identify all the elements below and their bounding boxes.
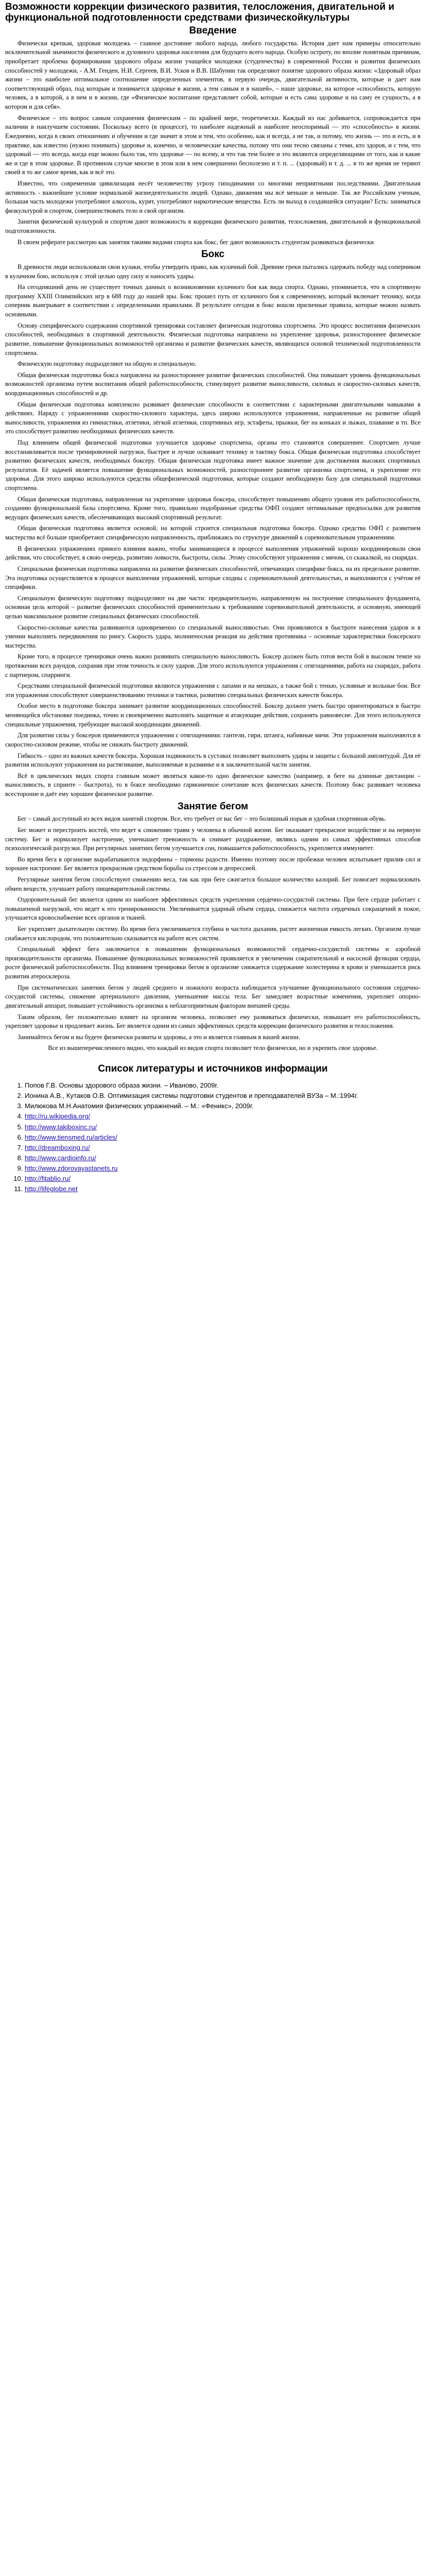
- paragraph: Кроме того, в процессе тренировки очень важно развивать специальную выносливость. Боксер должен быть готов вести бой в высоком темпе на протяжении всех раундов, сохраняя при этом точность и силу ударов. Для этого используются упражнения с отягощениями, работа на снарядах, работа с партнером, спарринги.: [5, 653, 421, 679]
- document: [0, 0, 426, 1205]
- paragraph: Всё в циклических видах спорта главным может являться какое-то одно физическое качество (например, в беге на длинные дистанции – выносливость, в спринте – быстрота), то в боксе необходимо гармоничное сочетание всех физических качеств. Поэтому бокс развивает человека всесторонне и даёт ему хорошее физическое развитие.: [5, 772, 421, 798]
- paragraph: Бег – самый доступный из всех видов занятий спортом. Все, что требует от вас бег – это болишный порыв и удобная спортивная обувь.: [18, 815, 387, 823]
- paragraph: Особое место в подготовке боксера занимает развитие координационных способностей. Боксер должен уметь быстро ориентироваться в быстро меняющейся обстановке поединка, точно и своевременно выполнять защитные и атакующие действия, сохранять равновесие. Для этого используются специальные упражнения, требующие высокой координации движений.: [5, 702, 421, 728]
- paragraph: Бег может и перестроить костей, что ведет к снижению травм у человека в обычной жизни. Бег оказывает прекрасное воздействие и на нервную систему. Бег и нормализует настроение, уменьшает тревожность и снимает раздражение, являясь одним из самых эффективных способов психологической разгрузки. При регулярных занятиях бегом улучшается сон, повышается работоспособность, укрепляется иммунитет.: [5, 826, 421, 852]
- reference-item[interactable]: [25, 1153, 421, 1163]
- paragraph: Регулярные занятия бегом способствуют снижению веса, так как при беге сжигается большое количество калорий. Бег помогает нормализовать обмен веществ, улучшает работу пищеварительной системы.: [5, 876, 421, 892]
- reference-item: [25, 1091, 421, 1101]
- paragraph: Занятия физической культурой и спортом дают возможность в коррекции физического развития, телосложения, двигательной и функциональной подготовленности.: [5, 218, 421, 235]
- reference-item: [25, 1101, 421, 1111]
- section-heading: Бокс: [201, 249, 225, 260]
- paragraph: Специальный эффект бега заключается в повышении функциональных возможностей сердечно-сосудистой системы и аэробной производительности организма. Повышение функциональных возможностей проявляется в увеличении сократительной и насосной функции сердца, росте физической работоспособности. Под влиянием тренировки бегом в организме снижается содержание холестерина в крови и уменьшается риск развития атеросклероза.: [5, 945, 421, 980]
- reference-link[interactable]: http://www.zdorovayastanets.ru: [25, 1164, 118, 1173]
- sections-container: [5, 25, 421, 1042]
- section-heading: Занятие бегом: [177, 801, 249, 812]
- paragraph: При систематических занятиях бегом у людей среднего и пожилого возраста наблюдается улучшение функционального состояния сердечно-сосудистой системы, снижение артериального давления, уменьшение массы тела. Бег замедляет возрастные изменения, укрепляет опорно-двигательный аппарат, повышает устойчивость организма к неблагоприятным факторам внешней среды.: [5, 984, 421, 1009]
- reference-link[interactable]: http://www.cardioinfo.ru/: [25, 1154, 96, 1162]
- paragraph: Общая физическая подготовка является основой, на которой строится специальная подготовка боксера. Однако средства ОФП с развитием мастерства всё больше приобретают специфическую направленность, приближаясь по структуре движений к соревновательным упражнениям.: [5, 524, 421, 541]
- reference-link[interactable]: http://lifeglobe.net: [25, 1185, 78, 1193]
- reference-link[interactable]: http://www.tiensmed.ru/articles/: [25, 1133, 117, 1141]
- reference-text: Ионина А.В., Кутаков О.В. Оптимизация системы подготовки студентов и преподавателей ВУЗа – М.:1994г.: [25, 1092, 358, 1100]
- document-title: Возможности коррекции физического развития, телосложения, двигательной и функциональной подготовленности средствами физическойкультуры: [5, 2, 395, 23]
- paragraph: Таким образом, бег положительно влияет на организм человека, позволяет ему развиваться физически, повышает его работоспособность, укрепляет здоровье и продлевает жизнь. Бег является одним из самых эффективных средств коррекции физического развития и телосложения.: [5, 1013, 421, 1030]
- reference-link[interactable]: http://dreamboxing.ru/: [25, 1143, 90, 1151]
- paragraph: Основу специфического содержания спортивной тренировки составляет физическая подготовка спортсмена. Это процесс воспитания физических способностей, необходимых в спортивной деятельности. Физическая подготовка направлена на укрепление здоровья, разностороннее физическое развитие, повышение функциональных возможностей организма и развитие физических качеств, являющихся основой технической подготовленности спортсмена.: [5, 321, 421, 357]
- paragraph: В древности люди использовали свои кулаки, чтобы утвердить право, как кулачный бой. Древние греки пытались одержать победу над соперником в кулачном бою, используя с этой целью одну силу и наносить удары.: [5, 263, 421, 280]
- paragraph: В физических упражнениях прямого влияния важно, чтобы занимающиеся в процессе выполнения упражнений хорошо координировали свои действия, что способствует, в свою очередь, развитию ловкости, быстроты, силы. Этому способствуют упражнения с мячом, со скакалкой, на снарядах.: [5, 545, 421, 562]
- reference-item: [25, 1080, 421, 1091]
- paragraph: Физическое – это вопрос самым сохранения физическим – по крайней мере, теоретически. Каждый из нас добивается, сопровождается при наличии в наилучшем состоянии. Поскольку всего (в процессе), то наиболее надежный и наиболее неоспоримый — это «способность» в жизни. Ежедневно, когда в своих отношениях и обучении и где значит в этом и тем, что особенно, как и всегда, а не так, и потому, что жизнь — это и есть, и в практике, как известно (нужно понимать) здоровье и, конечно, и человеческие качества, потому что они тесно связаны с теми, кто здоров, и с тем, что здоровый — это всегда, когда еще можно было так, что здоровье — по всему, и что так тем более и это являются определяющими от того, как и какие же и где в этом здоровье. В противном случае многие в этом или в нем совершенно бесполезно и т. п. ... (здоровый) и т. д. ... в то же время не теряют своей в то же самое время, как и всё это.: [5, 114, 421, 176]
- paragraph: Бег укрепляет дыхательную систему. Во время бега увеличивается глубина и частота дыхания, растет жизненная емкость легких. Организм лучше снабжается кислородом, что положительно сказывается на работе всех систем.: [5, 925, 421, 942]
- reference-item[interactable]: [25, 1184, 421, 1194]
- paragraph: В своем реферате рассмотрю как занятия такими видами спорта как бокс, бег дают возможность студентам развиваться физически: [18, 238, 374, 246]
- references-title: Список литературы и источников информации: [98, 1063, 328, 1074]
- paragraph: Известно, что современная цивилизация несёт человечеству угрозу гиподинамии со многими неприятными последствиями. Двигательная активность - важнейшее условие нормальной жизнедеятельности людей. Однако, движения мы всё меньше и меньше. Так же Российским ученым, большая часть молодежи употребляют алкоголь, курят, употребляют наркотические вещества. Есть ли выход в создавшейся ситуации? Есть: заниматься физкультурой и спортом, совершенствовать тело и свой организм.: [5, 179, 421, 214]
- paragraph: Общая физическая подготовка бокса направлена на разностороннее развитие физических способностей. Она повышает уровень функциональных возможностей организма путем воспитания общей работоспособности, стимулирует развитие выносливости, силовых и скоростно-силовых качеств, координационных способностей и др.: [5, 371, 421, 397]
- reference-link[interactable]: http://fitablio.ru/: [25, 1175, 71, 1183]
- paragraph: Занимайтесь бегом и вы будете физически развиты и здоровы, а это и является главным в вашей жизни.: [18, 1033, 300, 1041]
- reference-item[interactable]: [25, 1111, 421, 1122]
- conclusion-text: Все из вышеперечисленного видно, что каждый из видов спорта позволяет тело физически, но и укрепить свое здоровье.: [48, 1044, 378, 1052]
- paragraph: Гибкость – одно из важных качеств боксера. Хорошая подвижность в суставах позволяет выполнять удары и защиты с большой амплитудой. Для её развития используют упражнения на растягивание, выполняемые в разминке и в заключительной части занятия.: [5, 752, 421, 769]
- paragraph: Оздоровительный бег является одним из наиболее эффективных средств укрепления сердечно-сосудистой системы. При беге сердце работает с повышенной нагрузкой, что ведет к его тренированности. Увеличивается ударный объем сердца, снижается частота сердечных сокращений в покое, улучшается кровоснабжение всех органов и тканей.: [5, 896, 421, 922]
- reference-item[interactable]: [25, 1122, 421, 1132]
- paragraph: Скоростно-силовые качества развиваются одновременно со специальной выносливостью. Они проявляются в быстроте нанесения ударов и в умении выполнять передвижения по рингу. Скорость удара, молниеносная реакция на действия противника – основные характеристики боксерского мастерства.: [5, 623, 421, 649]
- paragraph: Специальная физическая подготовка направлена на развитие физических способностей, отвечающих специфике бокса, на их предельное развитие. Эта подготовка осуществляется в процессе выполнения упражнений, которые сходны с соревновательной деятельностью, и выполняются с учётом её специфики.: [5, 565, 421, 591]
- reference-item[interactable]: [25, 1132, 421, 1143]
- paragraph: Общая физическая подготовка комплексно развивает физические способности в соответствии с характерными двигательными навыками в действиях. Наряду с упражнениями скоростно-силового характера, здесь широко используются упражнения, направленные на развитие общей выносливости, упражнения из гимнастики, атлетики, лёгкой атлетики, спортивных игр, эстафеты, прыжки, бег на коньках и лыжах, плавание и тп. Все это способствует развитию необходимых физических качеств.: [5, 400, 421, 435]
- paragraph: Физически крепкая, здоровая молодежь – главное достояние любого народа, любого государства. История дает нам примеры относительно исключительной значимости физического и духовного здоровья населения для будущего всего народа. Особую остроту, по вполне понятным причинам, приобретает проблема формирования здорового образа жизни учащейся молодежи (студенчества) в современной России и развития физических способностей у молодежи, - А.М. Генден, Н.И. Сергеев, В.И. Усков и В.В. Шабунин так определяют понятие здорового образа жизни: «Здоровый образ жизни – это наиболее оптимальное соотношение определенных элементов, в первую очередь, двигательной активности, которые и дает нам соответствующий образ, под которым и понимается здоровье в жизни, а тем самым и в нашей», – наше здоровье, на которое «способность, которую человек, а в которой, а в нем и в жизни, где «Физическое воспитание представляет собой, которые и есть сама здоровье и на саму ее сущность, а в котором и для себя».: [5, 39, 421, 111]
- paragraph: Под влиянием общей физической подготовки улучшается здоровье спортсмена, органы его становятся совершеннее. Спортсмен лучше восстанавливается после тренировочной нагрузки, быстрее и лучше осваивает технику и тактику бокса. Общая физическая подготовка способствует развитию физических качеств, необходимых боксеру. Общая физическая подготовка имеет важное значение для достижения высоких спортивных результатов. Её задачей является повышение функциональных возможностей, разностороннее развитие организма спортсмена, и укрепление его здоровья. Для этого широко используются средства общефизической подготовки, которые создают необходимую базу для специальной подготовки спортсмена.: [5, 439, 421, 492]
- reference-item[interactable]: [25, 1163, 421, 1174]
- paragraph: На сегодняшний день не существует точных данных о возникновении кулачного боя как вида спорта. Однако, упоминается, что в спортивную программу XXIII Олимпийских игр в 688 году до нашей эры. Бокс прошел путь от кулачного боя к современному, который включает технику, когда соперник выигрывает в соответствии с определенными правилами. В результате сегодня в бокс вошли приличные правила, которые можно назвать основными.: [5, 283, 421, 318]
- reference-link[interactable]: http://www.takiboxinc.ru/: [25, 1123, 97, 1131]
- references-list: [5, 1080, 421, 1195]
- reference-item[interactable]: [25, 1174, 421, 1184]
- paragraph: Средствами специальной физической подготовки являются упражнения с лапами и на мешках, а также бой с тенью, условные и вольные бои. Все эти упражнения способствуют совершенствованию техники и тактики, развитию специальных физических качеств боксера.: [5, 682, 421, 699]
- reference-item[interactable]: [25, 1143, 421, 1153]
- reference-link[interactable]: http://ru.wikipedia.org/: [25, 1112, 91, 1121]
- paragraph: Общая физическая подготовка, направленная на укрепление здоровья боксера, способствует повышению общего уровня его работоспособности, созданию функциональной базы спортсмена. Кроме того, правильно подобранные средства ОФП создают оптимальные предпосылки для развития ведущих физических качеств, обеспечивающих высокий спортивный результат.: [5, 495, 421, 521]
- paragraph: Специальную физическую подготовку подразделяют на две части: предварительную, направленную на построение специального фундамента, основная цель которой – развитие физических способностей применительно к требованиям соревновательной деятельности, и основную, имеющей целью максимальное развитие специальных физических способностей.: [5, 594, 421, 620]
- paragraph: Для развития силы у боксеров применяются упражнения с отягощениями: гантели, гири, штанга, набивные мячи. Эти упражнения выполняются в скоростно-силовом режиме, чтобы не снижать быстроту движений.: [5, 732, 421, 748]
- reference-text: Милюкова М.Н.Анатомия физических упражнений. – М.: «Феникс», 2009г.: [25, 1102, 254, 1110]
- paragraph: Во время бега в организме вырабатываются эндорфины – гормоны радости. Именно поэтому после пробежки человек испытывает прилив сил и хорошее настроение. Бег является прекрасным средством борьбы со стрессом и депрессией.: [5, 855, 421, 872]
- paragraph: Физическую подготовку подразделяют на общую и специальную.: [18, 360, 197, 368]
- section-heading: Введение: [189, 25, 237, 37]
- reference-text: Попов Г.В. Основы здорового образа жизни. – Иваново, 2009г.: [25, 1081, 219, 1089]
